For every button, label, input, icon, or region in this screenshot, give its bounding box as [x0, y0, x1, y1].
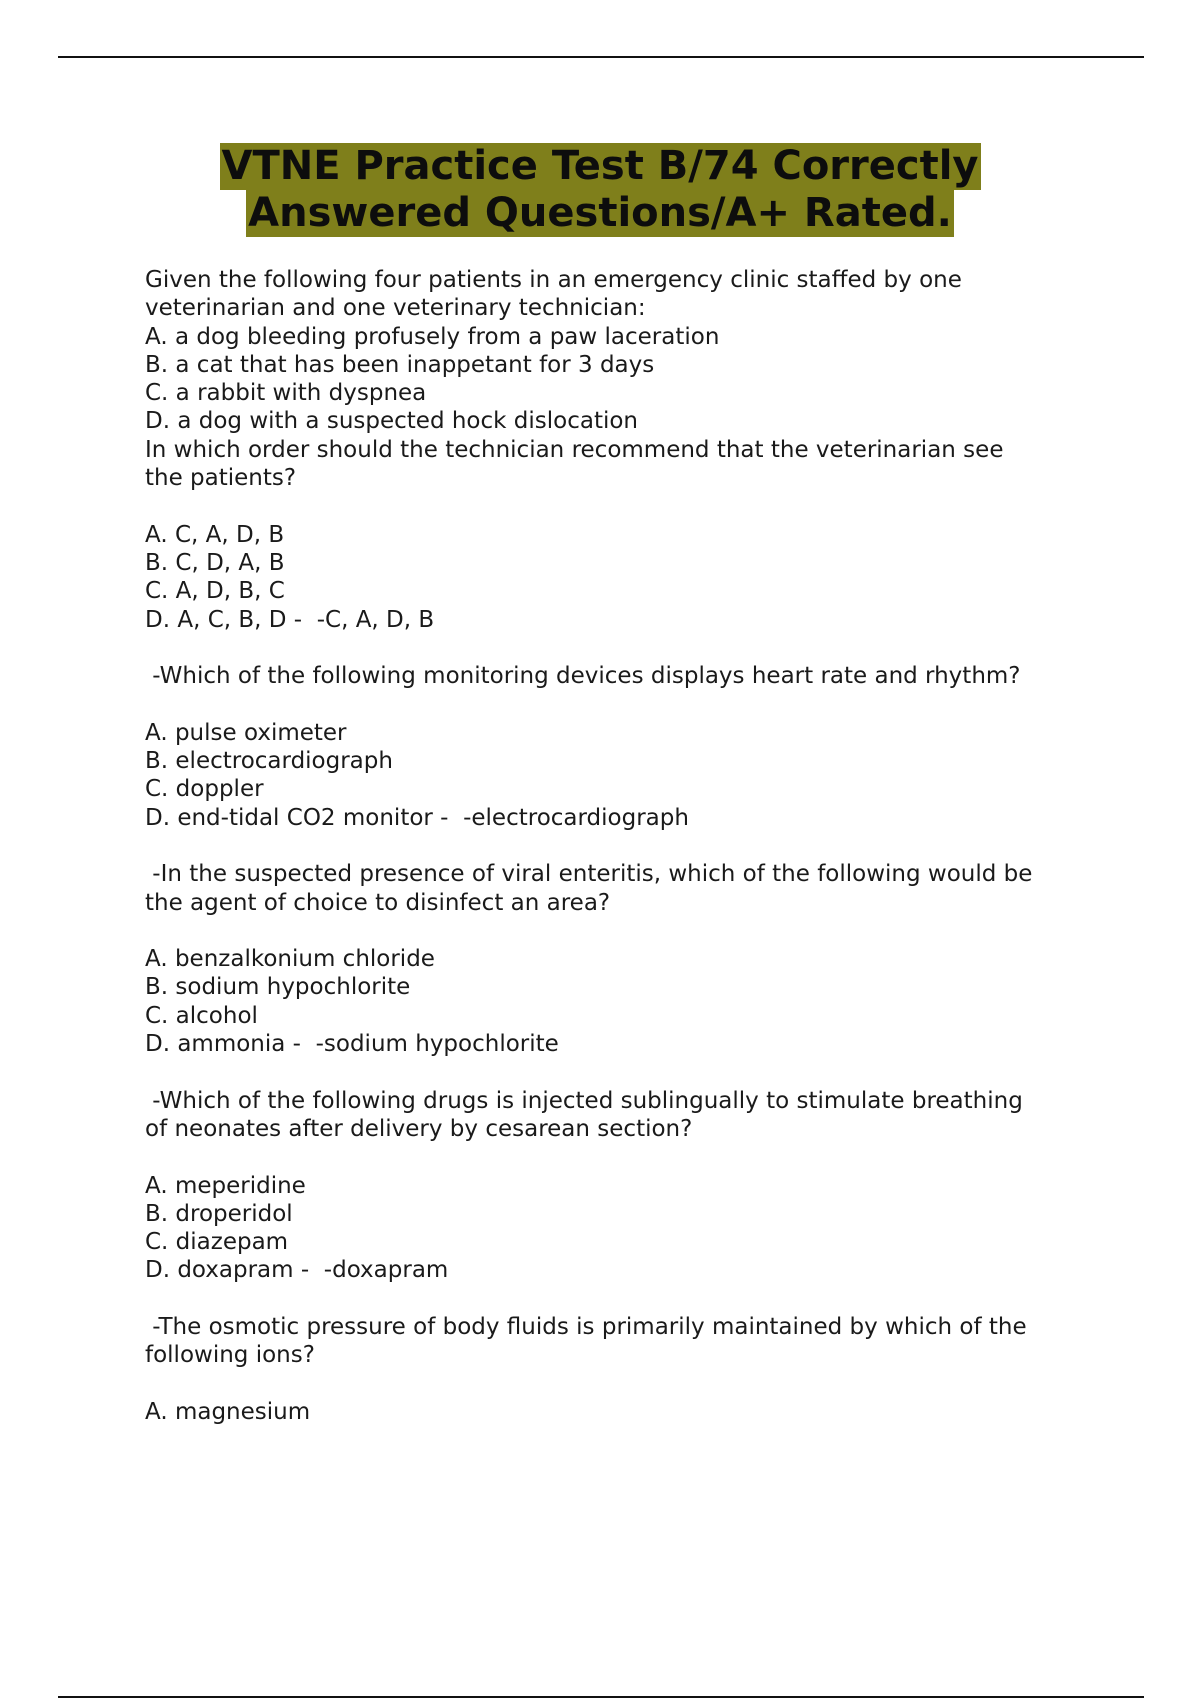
answer-option: B. sodium hypochlorite [145, 974, 411, 1001]
question-block [145, 860, 1095, 1058]
answer-option: A. magnesium [145, 1398, 311, 1425]
answer-option: D. end-tidal CO2 monitor - -electrocardiograph [145, 804, 689, 831]
question-text: Given the following four patients in an emergency clinic staffed by one [145, 267, 962, 293]
spacer [145, 492, 1095, 520]
spacer [145, 690, 1095, 718]
question-text: following ions? [145, 1342, 315, 1369]
question-text: -Which of the following monitoring devices displays heart rate and rhythm? [145, 663, 1021, 690]
spacer [145, 1285, 1095, 1313]
answer-option: A. benzalkonium chloride [145, 946, 435, 973]
answer-option: C. A, D, B, C [145, 578, 285, 605]
spacer [145, 1143, 1095, 1171]
question-text: A. a dog bleeding profusely from a paw laceration [145, 323, 720, 350]
title-line-1: VTNE Practice Test B/74 Correctly [221, 143, 979, 189]
answer-option: A. pulse oximeter [145, 719, 347, 746]
question-text: B. a cat that has been inappetant for 3 days [145, 351, 655, 378]
answer-option: C. diazepam [145, 1229, 289, 1256]
answer-option: B. C, D, A, B [145, 549, 285, 576]
answer-option: D. doxapram - -doxapram [145, 1257, 449, 1284]
answer-option: C. alcohol [145, 1002, 258, 1029]
bottom-rule [58, 1696, 1144, 1698]
answer-option: A. meperidine [145, 1172, 306, 1199]
document-body [145, 266, 1095, 1426]
question-text: the agent of choice to disinfect an area? [145, 889, 611, 916]
question-text: the patients? [145, 465, 297, 492]
question-block [145, 662, 1095, 832]
question-text: -Which of the following drugs is injected sublingually to stimulate breathing [145, 1087, 1023, 1114]
question-block [145, 1313, 1095, 1426]
top-rule [58, 56, 1144, 58]
question-text: -The osmotic pressure of body fluids is primarily maintained by which of the [145, 1313, 1027, 1340]
question-text: In which order should the technician recommend that the veterinarian see [145, 436, 1004, 463]
title-line-2: Answered Questions/A+ Rated. [248, 190, 952, 236]
question-text: veterinarian and one veterinary technician: [145, 295, 646, 322]
spacer [145, 917, 1095, 945]
answer-option: B. electrocardiograph [145, 748, 393, 775]
answer-option: A. C, A, D, B [145, 521, 285, 548]
question-block [145, 1087, 1095, 1285]
spacer [145, 1370, 1095, 1398]
spacer [145, 1058, 1095, 1086]
spacer [145, 634, 1095, 662]
question-text: -In the suspected presence of viral enteritis, which of the following would be [145, 861, 1033, 888]
answer-option: D. A, C, B, D - -C, A, D, B [145, 606, 435, 633]
question-block [145, 266, 1095, 634]
question-text: of neonates after delivery by cesarean section? [145, 1115, 693, 1142]
answer-option: B. droperidol [145, 1200, 293, 1227]
question-text: D. a dog with a suspected hock dislocation [145, 408, 639, 435]
page-title [0, 143, 1200, 237]
answer-option: C. doppler [145, 776, 264, 803]
spacer [145, 832, 1095, 860]
question-text: C. a rabbit with dyspnea [145, 380, 427, 407]
answer-option: D. ammonia - -sodium hypochlorite [145, 1031, 559, 1058]
